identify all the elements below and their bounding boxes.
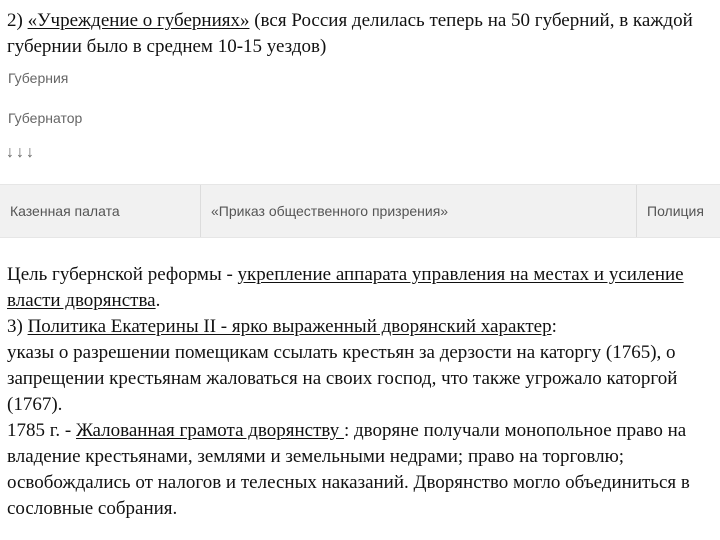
department-public-charity: «Приказ общественного призрения»	[201, 185, 637, 237]
departments-row	[0, 184, 720, 238]
intro-number: 2)	[7, 10, 28, 31]
goal-prefix: Цель губернской реформы -	[7, 264, 238, 285]
goal-underlined: укрепление аппарата управления на местах и усиление власти дворянства	[7, 264, 684, 311]
policy-suffix: :	[551, 316, 557, 337]
reform-goal-paragraph	[7, 262, 717, 314]
goal-suffix: .	[155, 290, 161, 311]
decrees-paragraph: указы о разрешении помещикам ссылать крестьян за дерзости на каторгу (1765), о запрещении крестьянам жаловаться на своих господ, что также угрожало каторгой (1767).	[7, 342, 678, 415]
policy-underlined: Политика Екатерины II - ярко выраженный дворянский характер	[27, 316, 552, 337]
intro-rest: (вся Россия делилась теперь на 50 губерний, в каждой губернии было в среднем 10-15 уездов)	[7, 10, 693, 57]
department-treasury: Казенная палата	[0, 185, 201, 237]
charter-prefix: 1785 г. -	[7, 420, 76, 441]
intro-paragraph	[7, 8, 717, 60]
intro-title: «Учреждение о губерниях»	[27, 10, 250, 31]
down-arrows-icon: ↓↓↓	[6, 144, 36, 161]
policy-number: 3)	[7, 316, 28, 337]
governance-scheme	[0, 64, 720, 242]
governor-label: Губернатор	[8, 110, 83, 126]
charter-underlined: Жалованная грамота дворянству	[75, 420, 344, 441]
charter-paragraph	[7, 418, 717, 522]
charter-text: : дворяне получали монопольное право на владение крестьянами, землями и земельными недрами; право на торговлю; освобождались от налогов и телесных наказаний. Дворянство могло объединиться в сословные собрания.	[7, 420, 690, 519]
policy-heading	[7, 314, 717, 340]
governorate-label: Губерния	[8, 70, 69, 86]
department-police: Полиция	[647, 203, 704, 219]
main-text	[7, 262, 717, 522]
